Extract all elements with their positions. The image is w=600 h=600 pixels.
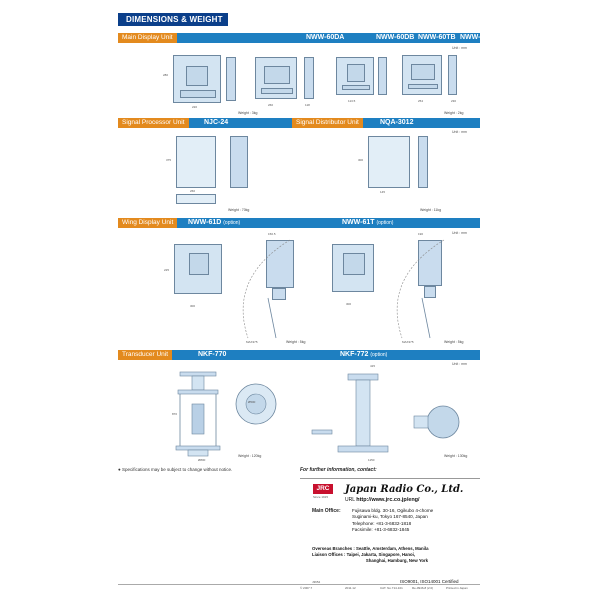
dim-150: 150.5 [268,232,276,236]
njc-24-side [230,136,248,188]
footer-date: 2011.12 [345,586,356,590]
dim-280: 280 [163,73,169,77]
nww-60ta-side [378,57,387,95]
footer-catalog: CAT. No.714-101 [380,586,403,590]
jrc-since: Since 1915 [313,495,329,499]
dim-220: 220 [192,105,198,109]
company-url-link[interactable]: http://www.jrc.co.jp/eng/ [356,497,420,503]
weight-njc-24: Weight : 70kg [228,208,250,212]
footer-printed-in: Printed in Japan [446,586,468,590]
dim-145: 145 [380,190,386,194]
dim-254: 254 [418,99,424,103]
model-nww-60tb: NWW-60TB [418,34,456,41]
dim-300: 300 [358,158,364,162]
dim-300c: 300 [346,302,352,306]
footnote: ● Specifications may be subject to change without notice. [118,467,233,472]
main-office-label: Main Office: [312,508,341,514]
nww-60tb-front [402,55,442,95]
branches: Overseas Branches : Seattle, Amsterdam, Athens, Manila Liaison Offices : Taipei, Jakarta, Singapore, Hanoi, Shanghai, Hamburg, New York [312,546,429,564]
dim-800: Ø800 [198,458,206,462]
dim-870: 870 [172,412,178,416]
njc-24-front [176,136,216,188]
transducer-drawings [118,360,480,465]
dim-230: 230 [451,99,457,103]
model-nqa-3012: NQA-3012 [380,119,414,126]
signal-bar [118,118,480,128]
dim-375: 375 [166,158,172,162]
cert-code: J3654 [312,580,321,584]
nqa-3012-side [418,136,428,188]
dim-300b: 300 [190,304,196,308]
nww-61d-front [174,244,222,294]
dim-260: 260 [268,103,274,107]
model-nww-60ta: NWW-60TA [460,34,498,41]
nww-60da-side [226,57,236,101]
contact-title: For further information, contact: [300,467,377,473]
company-block [300,478,480,583]
model-nww-61d: NWW-61D (option) [188,219,241,226]
unit-label-1: Unit : mm [452,46,467,50]
nww-60db-side [304,57,314,99]
weight-nkf-770: Weight : 120kg [238,454,262,458]
nww-61t-swing-arc [382,238,452,348]
weight-main-right: Weight : 2kg [444,111,464,115]
dim-max375-b: MAX375 [402,340,414,344]
footer-print: Re-0946-8 (2.0) [412,586,434,590]
company-url: URL http://www.jrc.co.jp/eng/ [345,497,420,503]
model-nkf-770: NKF-770 [198,351,227,358]
njc-24-bottom [176,194,216,204]
wing-display-label: Wing Display Unit [118,218,177,228]
model-nww-60da: NWW-60DA [306,34,345,41]
nww-60tb-side [448,55,457,95]
dim-415: 415 [370,364,376,368]
main-display-label: Main Display Unit [118,33,177,43]
dim-max375: MAX375 [246,340,258,344]
main-display-drawings [118,45,480,120]
model-nww-61t: NWW-61T (option) [342,219,394,226]
wing-drawings [118,228,480,348]
dim-260b: 260 [190,189,196,193]
dim-1150: 1150 [368,458,375,462]
unit-label-4: Unit : mm [452,362,467,366]
footer-copyright: © 2007.7 [300,586,313,590]
nww-60ta-front [336,57,374,95]
nqa-3012-front [368,136,410,188]
weight-nqa-3012: Weight : 11kg [420,208,442,212]
signal-drawings [118,128,480,220]
jrc-logo: JRC [313,484,333,494]
nkf-772-drawing [298,364,478,464]
nww-61d-swing-arc [228,238,298,348]
wing-bar [118,218,480,228]
transducer-label: Transducer Unit [118,350,172,360]
nkf-770-drawing [158,364,288,464]
unit-label-2: Unit : mm [452,130,467,134]
model-nkf-772: NKF-772 (option) [340,351,388,358]
signal-distributor-label: Signal Distributor Unit [292,118,363,128]
page-title: DIMENSIONS & WEIGHT [118,13,228,26]
unit-label-3: Unit : mm [452,231,467,235]
main-office-address: Fujisawa bldg. 30-16, Ogikubo 4-chome Suginami-ku, Tokyo 167-8540, Japan Telephone: +81-3-6832-1818 Facsimile: +81-3-6832-1845 [352,508,434,533]
dim-225: 225 [164,268,170,272]
dim-118: 118 [305,103,310,107]
model-njc-24: NJC-24 [204,119,229,126]
company-name: Japan Radio Co., Ltd. [345,484,464,495]
weight-main-left: Weight : 3kg [238,111,258,115]
dim-190: 190 [418,232,424,236]
weight-nww-61d: Weight : 5kg [286,340,306,344]
model-nww-60db: NWW-60DB [376,34,415,41]
iso-cert: ISO9001, ISO14001 Certified [400,579,459,584]
nww-60da-front [173,55,221,103]
dim-113: 113.5 [348,99,356,103]
weight-nww-61t: Weight : 5kg [444,340,464,344]
weight-nkf-772: Weight : 130kg [444,454,468,458]
footer-divider [118,584,480,585]
dim-500: Ø500 [248,400,256,404]
nww-61t-front [332,244,374,292]
signal-processor-label: Signal Processor Unit [118,118,189,128]
transducer-bar [118,350,480,360]
nww-60db-front [255,57,297,99]
